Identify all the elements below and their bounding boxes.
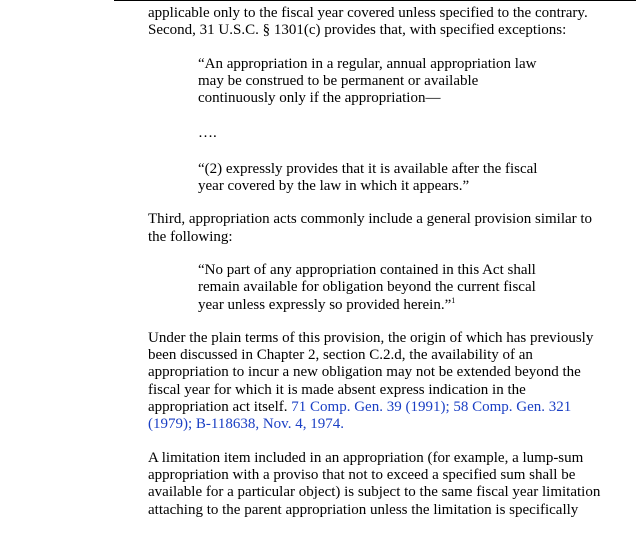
block-quote-2 — [198, 161, 628, 196]
text-line — [198, 297, 628, 314]
text-line: appropriation to incur a new obligation may not be extended beyond the — [148, 364, 581, 381]
block-quote-3 — [198, 262, 628, 314]
text-line: fiscal year for which it is made absent express indication in the — [148, 381, 526, 398]
text-line: continuously only if the appropriation— — [198, 90, 441, 107]
text-line: available for a particular object) is subject to the same fiscal year limitation — [148, 484, 601, 501]
third-paragraph — [148, 211, 628, 246]
text-line: been discussed in Chapter 2, section C.2.d, the availability of an — [148, 347, 533, 364]
text-line: Under the plain terms of this provision, the origin of which has previously — [148, 329, 594, 346]
text-line — [148, 399, 628, 416]
limitation-paragraph — [148, 450, 628, 519]
text-line: attaching to the parent appropriation unless the limitation is specifically — [148, 501, 579, 518]
text-line: the following: — [148, 228, 233, 245]
ellipsis-text: …. — [198, 125, 217, 142]
text-line: “An appropriation in a regular, annual appropriation law — [198, 55, 537, 72]
text-line: applicable only to the fiscal year covered unless specified to the contrary. — [148, 5, 588, 21]
text-line: “(2) expressly provides that it is available after the fiscal — [198, 160, 538, 177]
quote-text: year unless expressly so provided herein.” — [198, 296, 452, 313]
block-quote-1 — [198, 56, 628, 108]
ellipsis — [198, 125, 628, 142]
text-line: may be construed to be permanent or available — [198, 72, 479, 89]
text-line: Third, appropriation acts commonly include a general provision similar to — [148, 211, 593, 228]
top-rule — [114, 0, 636, 1]
plain-text: appropriation act itself. — [148, 399, 292, 416]
text-line: remain available for obligation beyond the current fiscal — [198, 279, 536, 296]
text-line: A limitation item included in an appropriation (for example, a lump-sum — [148, 449, 584, 466]
text-line: appropriation with a proviso that not to exceed a specified sum shall be — [148, 466, 576, 483]
document-page — [148, 5, 628, 519]
text-line: year covered by the law in which it appears.” — [198, 178, 470, 195]
plain-terms-paragraph — [148, 330, 628, 434]
citation-link[interactable]: 71 Comp. Gen. 39 (1991); 58 Comp. Gen. 321 — [291, 399, 572, 416]
citation-link[interactable]: (1979); B-118638, Nov. 4, 1974. — [148, 416, 344, 433]
intro-paragraph — [148, 5, 628, 40]
footnote-marker[interactable]: 1 — [451, 295, 456, 305]
text-line: “No part of any appropriation contained in this Act shall — [198, 261, 536, 278]
text-line: Second, 31 U.S.C. § 1301(c) provides that, with specified exceptions: — [148, 22, 567, 39]
